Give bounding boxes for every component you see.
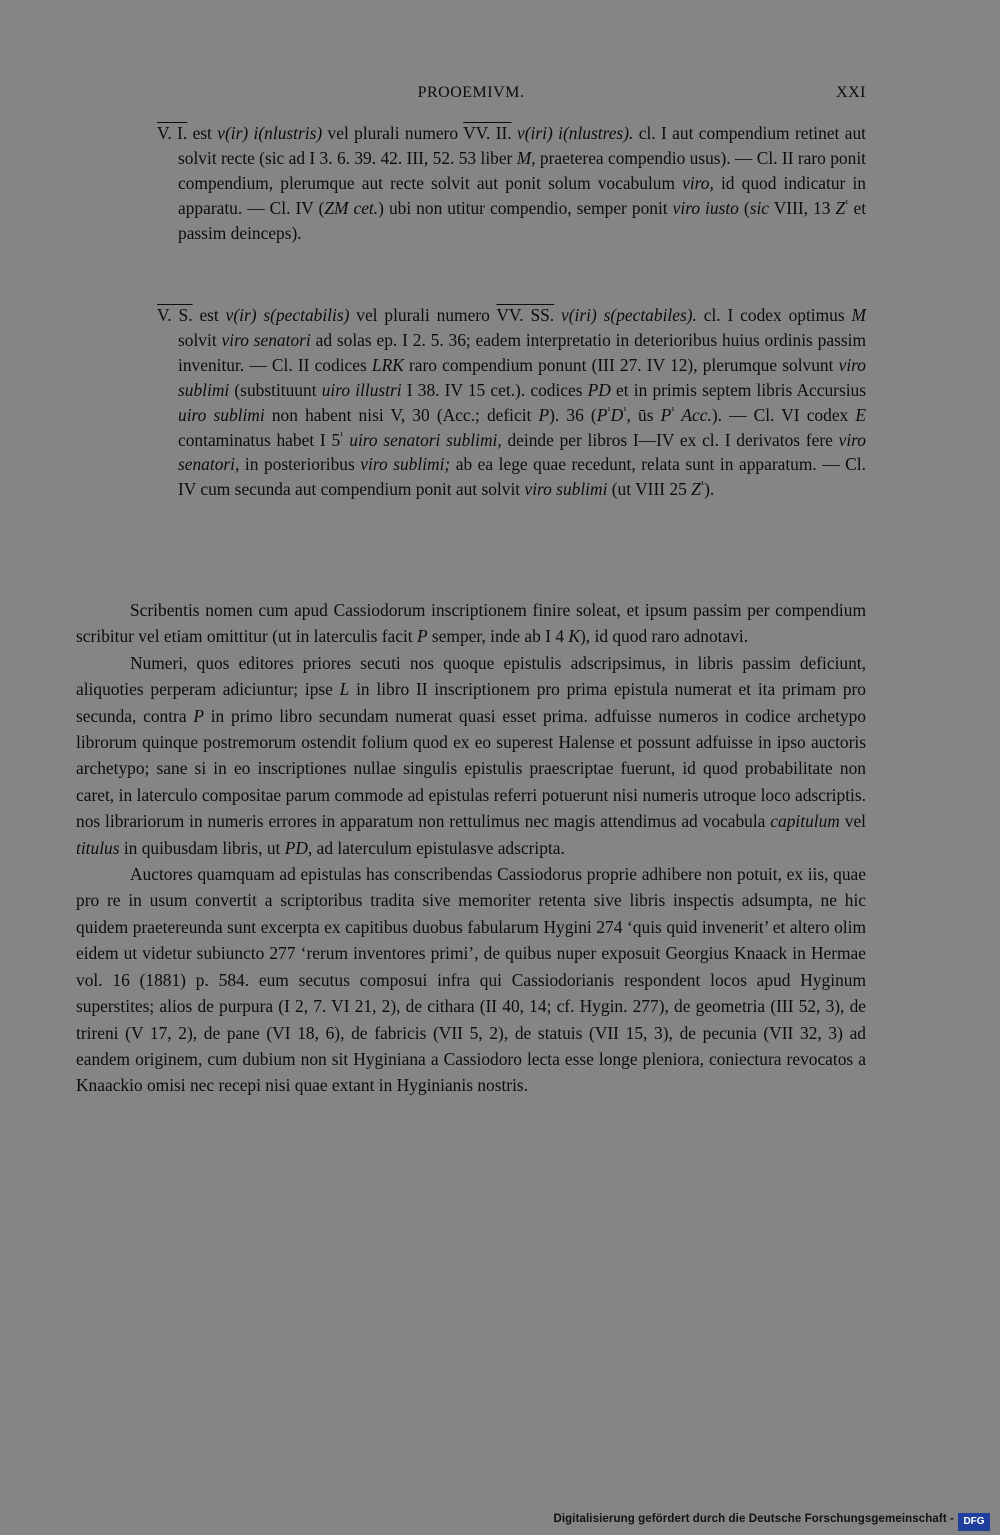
text-run: vel	[839, 811, 866, 832]
italic-run: uiro illustri	[321, 379, 402, 400]
italic-run: capitulum	[770, 811, 840, 832]
text-run: in posterioribus	[239, 454, 361, 475]
text-run: cl. I codex optimus	[696, 305, 852, 325]
page-number: XXI	[836, 84, 866, 101]
text-run: semper, inde ab I 4	[427, 626, 569, 647]
paragraph-numeri	[76, 650, 866, 861]
text-run: est	[192, 305, 226, 325]
paragraph-scribentis	[76, 597, 866, 650]
text-run: est	[187, 123, 218, 143]
superscript: ¹	[845, 197, 849, 210]
italic-run: v(ir) i(nlustris)	[217, 123, 323, 143]
superscript: ¹	[340, 429, 344, 442]
text-run: , ūs	[626, 404, 661, 425]
text-run: ). — Cl. VI codex	[711, 404, 856, 425]
italic-run: E	[855, 404, 866, 425]
siglum: VV. SS.	[496, 305, 555, 325]
running-title: PROOEMIVM.	[417, 84, 525, 101]
text-run: non habent nisi V, 30 (Acc.; deficit	[264, 404, 539, 425]
text-run: (	[738, 197, 750, 218]
text-run: (ut VIII 25	[607, 479, 692, 500]
italic-run: uiro sublimi	[178, 404, 265, 425]
italic-run: Z	[691, 479, 701, 500]
text-run: ).	[704, 479, 715, 500]
dfg-logo: DFG	[958, 1513, 990, 1531]
italic-run: v(iri) i(nlustres).	[517, 123, 634, 143]
text-run: vel plurali numero	[349, 305, 497, 325]
italic-run: K	[568, 626, 580, 647]
italic-run: P	[416, 626, 428, 647]
italic-run: P	[660, 404, 672, 425]
italic-run: sic	[749, 197, 770, 218]
italic-run: v(ir) s(pectabilis)	[225, 305, 350, 325]
text-run: ab ea lege quae recedunt, relata sunt in apparatum. — Cl. IV cum secunda aut compendium ponit aut solvit	[178, 454, 866, 500]
superscript: ¹	[623, 404, 627, 417]
paragraph-auctores	[76, 861, 866, 1099]
text-run	[554, 305, 561, 325]
italic-run: Acc.	[674, 404, 712, 425]
text-run: in quibusdam libris, ut	[119, 837, 285, 858]
siglum: V. I.	[157, 123, 188, 143]
text-run: VIII, 13	[769, 197, 836, 218]
italic-run: L	[339, 679, 350, 700]
abbreviation-entry-vi	[157, 121, 867, 246]
text-run: Numeri, quos editores priores secuti nos quoque epistulis adscripsimus, in libris passim deficiunt, aliquoties perperam adiciuntur; ipse	[76, 652, 866, 700]
italic-run: PD	[587, 379, 611, 400]
superscript: ¹	[700, 479, 705, 492]
siglum: VV. II.	[463, 123, 512, 143]
abbreviation-entry-vs	[157, 303, 867, 502]
italic-run: M	[851, 305, 867, 325]
text-run: solvit	[178, 329, 222, 350]
siglum: V. S.	[157, 305, 193, 325]
text-run: praeterea compendio usus). — Cl. II raro ponit compendium, plerumque aut recte solvit aut ponit solum vocabulum	[178, 147, 866, 193]
text-run: ad laterculum epistulasve adscripta.	[312, 837, 565, 858]
italic-run: titulus	[76, 837, 120, 858]
text-run: Scribentis nomen cum apud Cassiodorum inscriptionem finire soleat, et ipsum passim per compendium scribitur vel etiam omittitur (ut in laterculis facit	[76, 600, 866, 647]
text-run: deinde per libros I—IV ex cl. I derivatos fere	[501, 429, 839, 450]
text-run: et in primis septem libris Accursius	[610, 379, 867, 400]
text-run: in primo libro secundam numerat quasi esset prima. adfuisse numeros in codice archetypo librorum quinque postremorum ostendit folium quod ex eo superest Halense et possunt adfuisse in ipso auctoris archetypo; sane si in eo inscriptiones nullae singulis epistulis praescriptae fuerunt, id quod probabilitate non caret, in laterculo compositae parum commode ad epistulas referri potuerunt nisi numeris utroque loco adscriptis. nos librariorum in numeris errores in apparatum non rettulimus nec magis attendimus ad vocabula	[76, 705, 866, 832]
italic-run: viro iusto	[672, 197, 739, 218]
text-run: id quod indicatur in apparatu. — Cl. IV (	[178, 172, 866, 218]
text-run: contaminatus habet I 5	[178, 429, 341, 450]
text-run: (substituunt	[229, 379, 322, 400]
text-run: in libro II inscriptionem pro prima epistula numerat et ita primam pro secunda, contra	[76, 679, 867, 726]
italic-run: viro sublimi	[178, 354, 866, 400]
text-run: ), id quod raro adnotavi.	[580, 626, 749, 647]
italic-run: viro senatori,	[178, 429, 866, 475]
italic-run: viro sublimi;	[360, 454, 451, 475]
italic-run: viro sublimi	[524, 479, 608, 500]
text-run: ). 36 (	[549, 404, 597, 425]
italic-run: v(iri) s(pectabiles).	[561, 305, 697, 325]
italic-run: viro,	[682, 172, 714, 193]
italic-run: viro senatori	[221, 329, 311, 350]
text-run: ) ubi non utitur compendio, semper ponit	[378, 197, 673, 218]
italic-run: D	[610, 404, 624, 425]
italic-run: Z	[835, 197, 846, 218]
italic-run: P	[538, 404, 550, 425]
text-run: vel plurali numero	[322, 123, 464, 143]
body-text	[76, 597, 866, 1099]
text-run: et passim deinceps).	[178, 197, 867, 243]
italic-run: M,	[516, 147, 536, 168]
text-run: raro compendium ponunt (III 27. IV 12), plerumque solvunt	[403, 354, 839, 375]
running-head	[76, 84, 866, 108]
italic-run: uiro senatori sublimi,	[349, 429, 502, 450]
text-run: Auctores quamquam ad epistulas has conscribendas Cassiodorus proprie adhibere non potuit, ex iis, quae pro re in usum convertit a scriptoribus tradita sive memoriter retenta sive libris inspectis adsumpta, ne hic quidem praetereunda sunt excerpta ex capitibus duobus fabularum Hygini 274 ‘quis quid invenerit’ et altero olim eidem ut videtur subiuncto 277 ‘rerum inventores primi’, de quibus nuper exposuit Georgius Knaack in Hermae vol. 16 (1881) p. 584. eum secutus composui infra qui Cassiodorianis respondent locos apud Hyginum superstites; alios de purpura (I 2, 7. VI 21, 2), de cithara (II 40, 14; cf. Hygin. 277), de geometria (III 52, 3), de trireni (V 17, 2), de pane (VI 18, 6), de fabricis (VII 5, 2), de statuis (VII 15, 3), de pecunia (VII 32, 3) ad eandem originem, cum dubium non sit Hyginiana a Cassiodoro lecta esse longe pleniora, coniectura revocatos a Knaackio omisi nec recepi nisi quae extant in Hyginianis nostris.	[76, 864, 866, 1096]
text-run: I 38. IV 15 cet.). codices	[401, 379, 588, 400]
italic-run: P	[596, 404, 608, 425]
funding-note: Digitalisierung gefördert durch die Deutsche Forschungsgemeinschaft -	[553, 1513, 954, 1525]
text-run: cl. I aut compendium retinet aut solvit recte (sic ad I 3. 6. 39. 42. III, 52. 53 liber	[178, 123, 866, 168]
italic-run: PD,	[284, 837, 313, 858]
italic-run: P	[193, 705, 204, 726]
italic-run: ZM cet.	[324, 197, 379, 218]
text-run: ad solas ep. I 2. 5. 36; eadem interpretatio in deterioribus huius ordinis passim invenitur. — Cl. II codices	[178, 329, 866, 375]
italic-run: LRK	[371, 354, 404, 375]
superscript: ¹	[671, 404, 675, 417]
superscript: ¹	[607, 404, 611, 417]
